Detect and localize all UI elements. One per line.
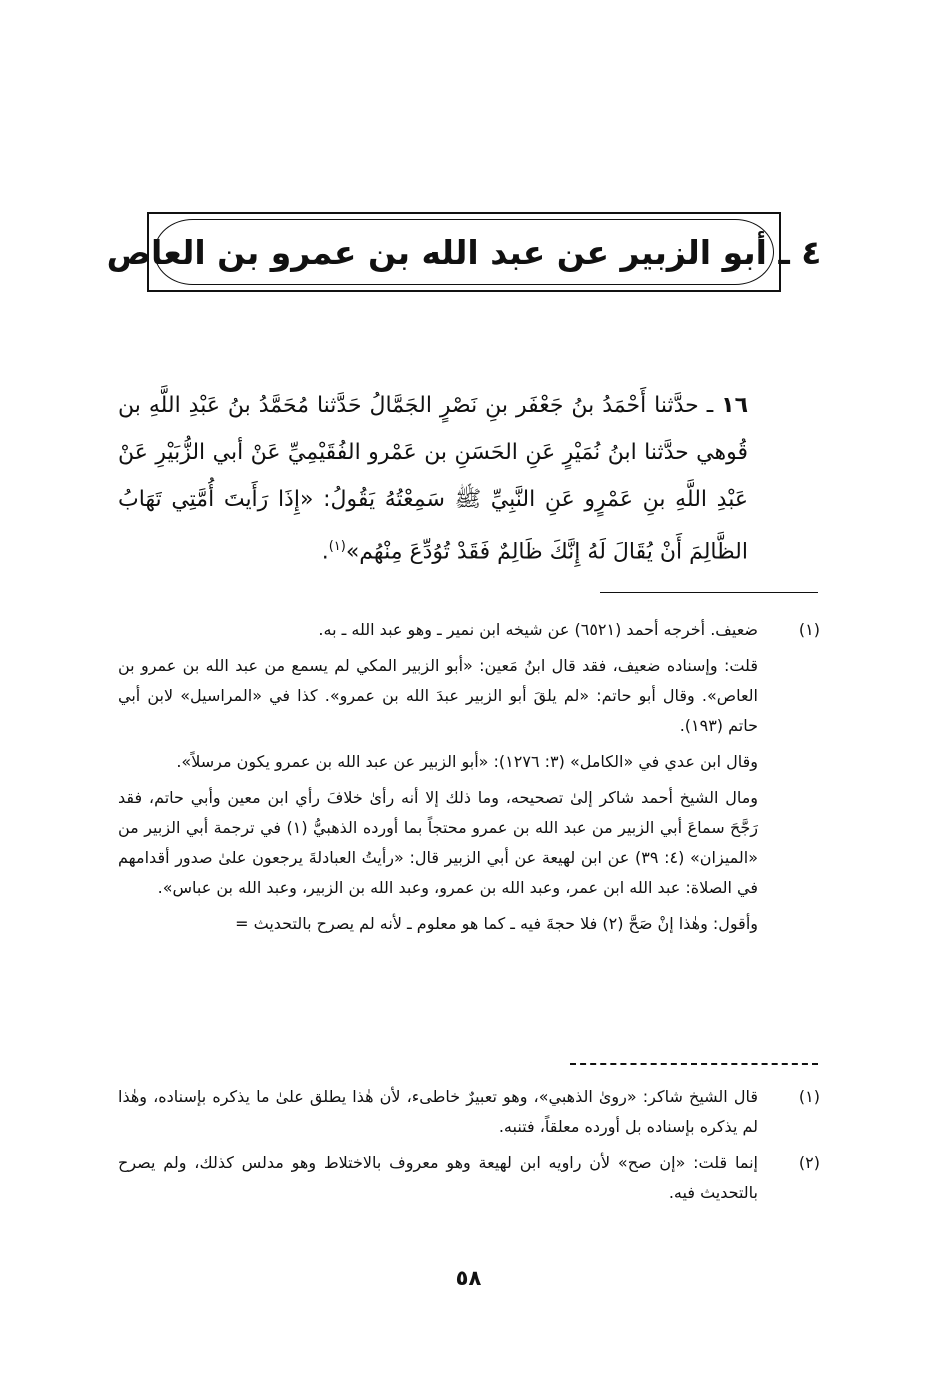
subfootnote-2-marker: (٢) <box>798 1153 820 1172</box>
subfootnote-1-text: قال الشيخ شاكر: «روىٰ الذهبي»، وهو تعبيرٌ خاطىء، لأن هٰذا يطلق علىٰ ما يذكره بإسناده، وهٰذا لم يذكره بإسناده بل أورده معلقاً، فتنبه. <box>118 1087 758 1136</box>
footnote-1-para-2: قلت: وإسناده ضعيف، فقد قال ابنُ مَعين: «أبو الزبير المكي لم يسمع من عبد الله بن عمرو بن العاص». وقال أبو حاتم: «لم يلقَ أبو الزبير عبدَ الله بن عمرو». كذا في «المراسيل» لابن أبي حاتم (١٩٣). <box>118 656 758 735</box>
chapter-title-banner <box>106 212 822 292</box>
chapter-title: ٤ ـ أبو الزبير عن عبد الله بن عمرو بن العاص <box>106 232 822 272</box>
hadith-number: ١٦ <box>721 393 748 418</box>
subfootnotes <box>118 1082 820 1214</box>
footnote-1-para-4: ومال الشيخ أحمد شاكر إلىٰ تصحيحه، وما ذلك إلا أنه رأىٰ خلافَ رأي ابن معين وأبي حاتم، فقد رَجَّحَ سماعَ أبي الزبير من عبد الله بن عمرو محتجاً بما أورده الذهبيُّ (١) في ترجمة أبي الزبير من «الميزان» (٤: ٣٩) عن ابن لهيعة عن أبي الزبير قال: «رأيتُ العبادلةَ يرجعون علىٰ صدور أقدامهم في الصلاة: عبد الله ابن عمر، وعبد الله بن عمرو، وعبد الله بن الزبير، وعبد الله بن عباس». <box>118 788 759 897</box>
hadith-end: . <box>321 539 329 565</box>
subfootnote-2 <box>118 1148 820 1208</box>
hadith-footnote-ref: (١) <box>328 539 346 554</box>
footnote-1-marker: (١) <box>798 620 820 639</box>
chapter-title-frame <box>106 219 822 285</box>
hadith-text-block <box>118 382 748 575</box>
footnote-1-para-1: ضعيف. أخرجه أحمد (٦٥٢١) عن شيخه ابن نمير ـ وهو عبد الله ـ به. <box>318 620 758 639</box>
hadith-body: ـ حدَّثنا أَحْمَدُ بنُ جَعْفَر بنِ نَصْرٍ الجَمَّالُ حَدَّثنا مُحَمَّدُ بنُ عَبْدِ اللَّهِ بن قُوهي حدَّثنا ابنُ نُمَيْرٍ عَنِ الحَسَنِ بن عَمْرو الفُقَيْمِيِّ عَنْ أبي الزُّبَيْرِ عَنْ عَبْدِ اللَّهِ بنِ عَمْرٍو عَنِ النَّبِيِّ ﷺ سَمِعْتُهُ يَقُولُ: «إِذَا رَأَيتَ أُمَّتِي تَهَابُ الظَّالِمَ أَنْ يُقَالَ لَهُ إِنَّكَ ظَالِمٌ فَقَدْ تُوُدِّعَ مِنْهُم» <box>118 393 748 565</box>
subfootnote-2-text: إنما قلت: «إن صح» لأن راويه ابن لهيعة وهو معروف بالاختلاط وهو مدلس كذلك، ولم يصرح بالتحديث فيه. <box>118 1153 758 1202</box>
hadith-paragraph <box>118 382 748 575</box>
footnote-1-para-5: وأقول: وهٰذا إنْ صَحَّ (٢) فلا حجةَ فيه ـ كما هو معلوم ـ لأنه لم يصرح بالتحديث = <box>235 914 758 933</box>
subfootnote-1-marker: (١) <box>798 1087 820 1106</box>
footnote-1 <box>118 615 820 939</box>
page-number: ٥٨ <box>455 1266 482 1290</box>
footnote-separator <box>600 592 818 593</box>
subfootnote-1 <box>118 1082 820 1142</box>
footnote-1-para-3: وقال ابن عدي في «الكامل» (٣: ١٢٧٦): «أبو الزبير عن عبد الله بن عمرو يكون مرسلاً». <box>176 752 758 771</box>
subfootnote-separator <box>570 1063 818 1065</box>
